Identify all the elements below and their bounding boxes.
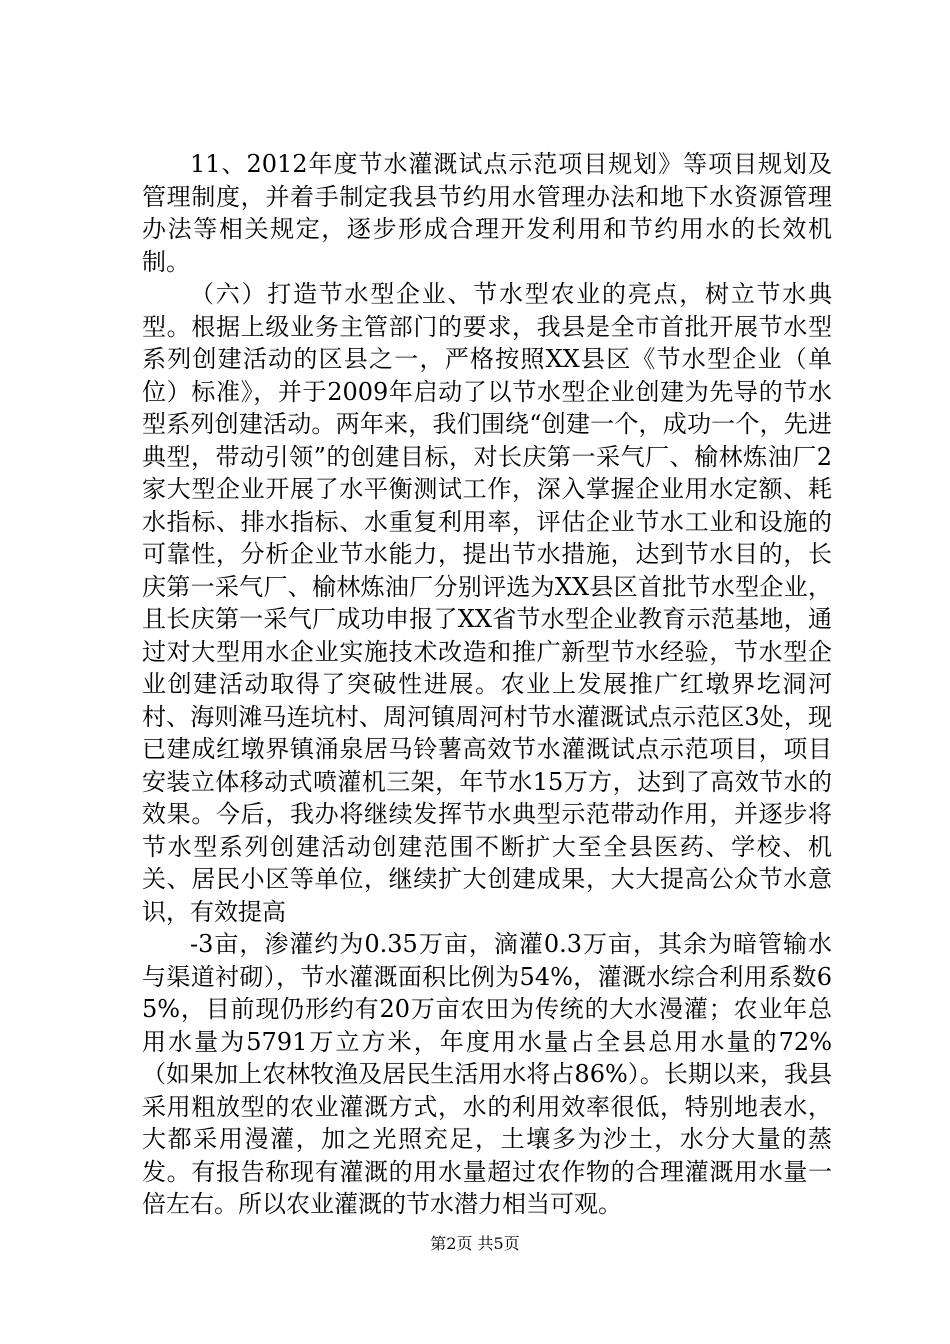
paragraph-water-saving-models: （六）打造节水型企业、节水型农业的亮点，树立节水典型。根据上级业务主管部门的要求，我县是全市首批开展节水型系列创建活动的区县之一，严格按照XX县区《节水型企业（单位）标准》，并于2009年启动了以节水型企业创建为先导的节水型系列创建活动。两年来，我们围绕“创建一个，成功一个，先进典型，带动引领”的创建目标，对长庆第一采气厂、榆林炼油厂2家大型企业开展了水平衡测试工作，深入掌握企业用水定额、耗水指标、排水指标、水重复利用率，评估企业节水工业和设施的可靠性，分析企业节水能力，提出节水措施，达到节水目的，长庆第一采气厂、榆林炼油厂分别评选为XX县区首批节水型企业，且长庆第一采气厂成功申报了XX省节水型企业教育示范基地，通过对大型用水企业实施技术改造和推广新型节水经验，节水型企业创建活动取得了突破性进展。农业上发展推广红墩界圪洞河村、海则滩马连坑村、周河镇周河村节水灌溉试点示范区3处，现已建成红墩界镇涌泉居马铃薯高效节水灌溉试点示范项目，项目安装立体移动式喷灌机三架，年节水15万方，达到了高效节水的效果。今后，我办将继续发挥节水典型示范带动作用，并逐步将节水型系列创建活动创建范围不断扩大至全县医药、学校、机关、居民小区等单位，继续扩大创建成果，大大提高公众节水意识，有效提高	[142, 280, 832, 926]
paragraph-irrigation: -3亩，渗灌约为0.35万亩，滴灌0.3万亩，其余为暗管输水与渠道衬砌），节水灌溉面积比例为54%，灌溉水综合利用系数65%，目前现仍形约有20万亩农田为传统的大水漫灌；农业年总用水量为5791万立方米，年度用水量占全县总用水量的72%（如果加上农林牧渔及居民生活用水将占86%）。长期以来，我县采用粗放型的农业灌溉方式，水的利用效率很低，特别地表水，大都采用漫灌，加之光照充足，土壤多为沙土，水分大量的蒸发。有报告称现有灌溉的用水量超过农作物的合理灌溉用水量一倍左右。所以农业灌溉的节水潜力相当可观。	[142, 930, 832, 1218]
page-number: 第2页 共5页	[430, 1234, 520, 1253]
document-body	[142, 148, 832, 1221]
paragraph-planning: 11、2012年度节水灌溉试点示范项目规划》等项目规划及管理制度，并着手制定我县节约用水管理办法和地下水资源管理办法等相关规定，逐步形成合理开发利用和节约用水的长效机制。	[142, 150, 832, 276]
